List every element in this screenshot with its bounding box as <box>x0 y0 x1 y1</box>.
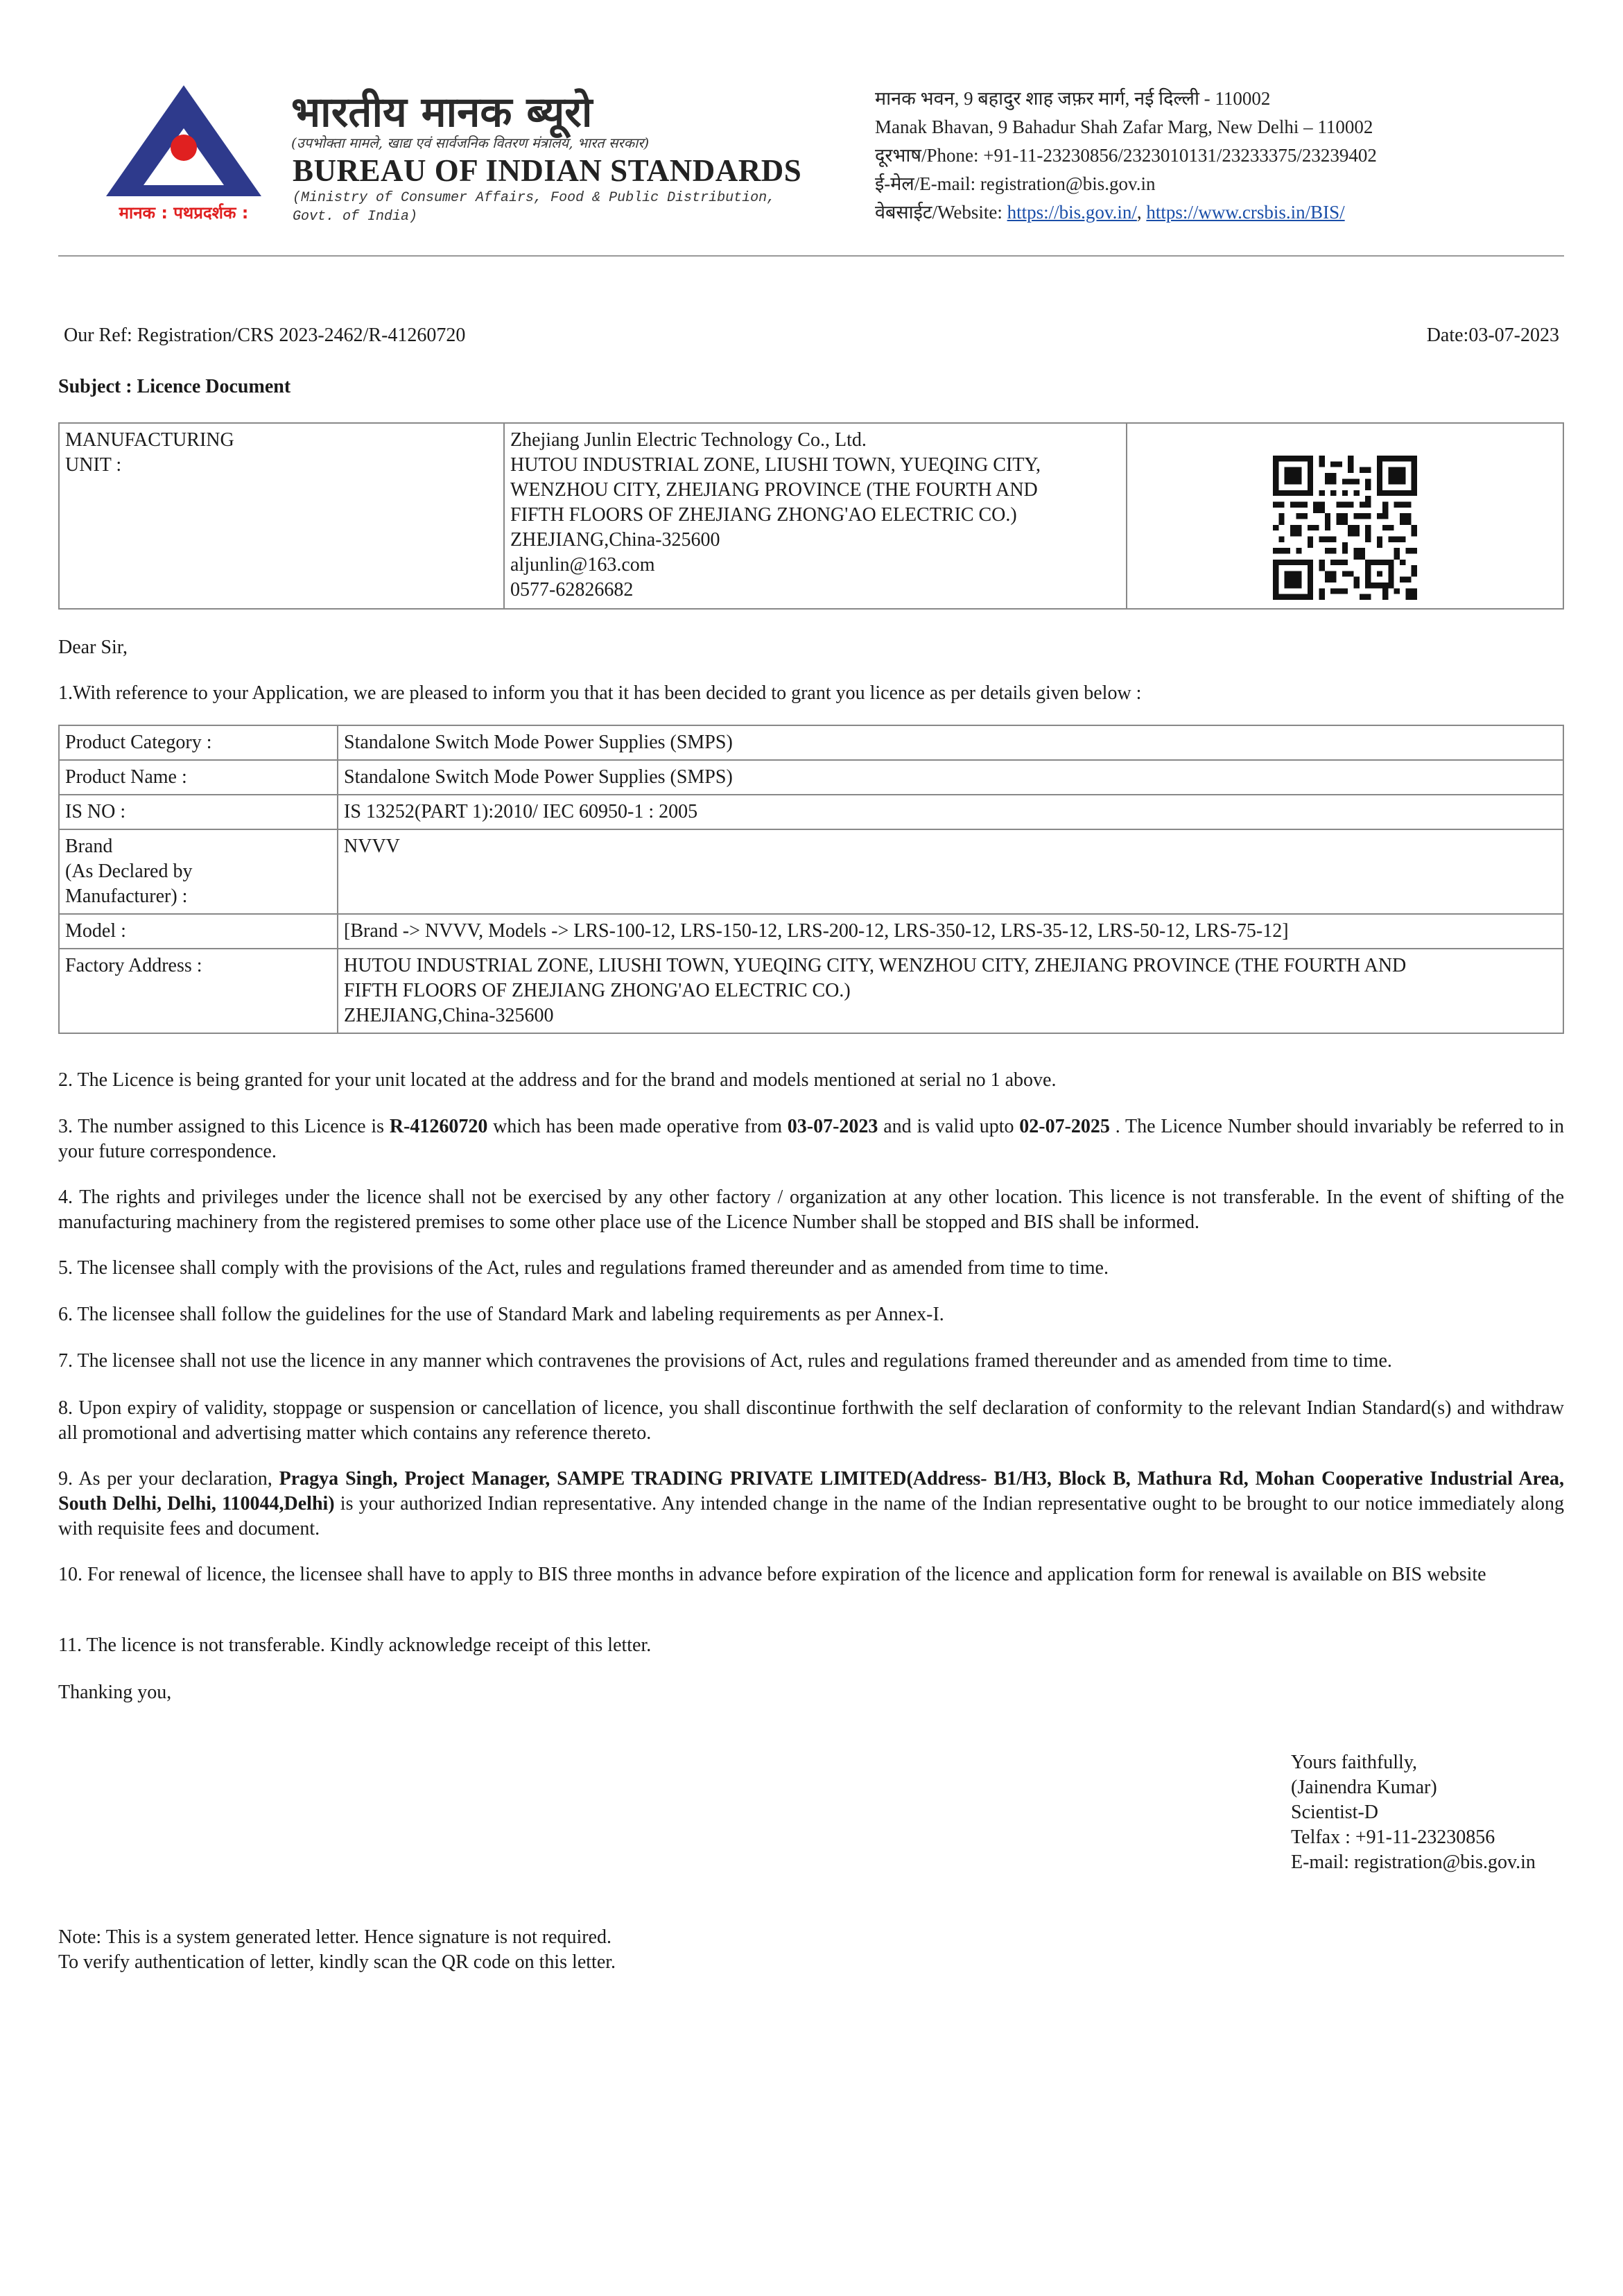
table-row <box>59 829 1563 914</box>
factory-address-line: HUTOU INDUSTRIAL ZONE, LIUSHI TOWN, YUEQING CITY, WENZHOU CITY, ZHEJIANG PROVINCE (THE FOURTH AND <box>344 955 1407 976</box>
factory-address-label: Factory Address : <box>59 949 338 1033</box>
greeting: Dear Sir, <box>58 637 128 658</box>
paragraph-2: 2. The Licence is being granted for your unit located at the address and for the brand and models mentioned at serial no 1 above. <box>58 1069 1057 1091</box>
logo-motto: मानक : पथप्रदर्शक : <box>119 203 249 223</box>
brand-label-line-3: Manufacturer) : <box>65 886 188 907</box>
valid-from-date: 03-07-2023 <box>787 1116 878 1137</box>
para3-text: . The Licence Number should invariably be referred to in your future correspondence. <box>58 1116 1564 1162</box>
para3-text: which has been made operative from <box>487 1116 788 1137</box>
address-hindi: मानक भवन, 9 बहादुर शाह जफ़र मार्ग, नई दिल्ली - 110002 <box>875 88 1271 109</box>
unit-label-line-2: UNIT : <box>65 454 122 476</box>
thanking-line: Thanking you, <box>58 1682 172 1703</box>
table-row <box>59 949 1563 1033</box>
bis-website-link[interactable]: https://bis.gov.in/ <box>1007 202 1137 223</box>
model-value: [Brand -> NVVV, Models -> LRS-100-12, LRS-150-12, LRS-200-12, LRS-350-12, LRS-35-12, LRS-50-12, LRS-75-12] <box>338 914 1563 949</box>
product-name-value: Standalone Switch Mode Power Supplies (SMPS) <box>338 760 1563 795</box>
para3-text: 3. The number assigned to this Licence is <box>58 1116 390 1137</box>
our-reference: Our Ref: Registration/CRS 2023-2462/R-41260720 <box>64 325 466 346</box>
manufacturing-unit-table <box>58 422 1564 610</box>
factory-address-line: FIFTH FLOORS OF ZHEJIANG ZHONG'AO ELECTRIC CO.) <box>344 980 851 1001</box>
unit-company-name: Zhejiang Junlin Electric Technology Co., Ltd. <box>510 429 867 451</box>
hindi-subtitle: (उपभोक्ता मामले, खाद्य एवं सार्वजनिक वितरण मंत्रालय, भारत सरकार) <box>291 135 650 151</box>
signatory-designation: Scientist-D <box>1291 1802 1378 1823</box>
unit-label-cell <box>59 423 504 609</box>
ministry-subtitle <box>293 189 847 226</box>
model-label: Model : <box>59 914 338 949</box>
paragraph-4: 4. The rights and privileges under the licence shall not be exercised by any other factory / organization at any other location. This licence is not transferable. In the event of shifting of the manufacturing machinery from the registered premises to some other place use of the Licence Number shall be stopped and BIS shall be informed. <box>58 1186 1564 1233</box>
table-row <box>59 725 1563 760</box>
paragraph-3 <box>58 1114 1564 1164</box>
factory-address-line: ZHEJIANG,China-325600 <box>344 1005 554 1026</box>
indian-representative: Pragya Singh, Project Manager, SAMPE TRADING PRIVATE LIMITED(Address- B1/H3, Block B, Mathura Rd, Mohan Cooperative Industrial Area, South Delhi, Delhi, 110044,Delhi) <box>58 1468 1564 1514</box>
ministry-line-2: Govt. of India) <box>293 209 418 225</box>
brand-value: NVVV <box>338 829 1563 914</box>
website-label: वेबसाईट/Website: <box>875 202 1007 223</box>
unit-address-line: FIFTH FLOORS OF ZHEJIANG ZHONG'AO ELECTRIC CO.) <box>510 504 1017 526</box>
licence-number: R-41260720 <box>389 1116 488 1137</box>
header-divider <box>58 255 1564 257</box>
note-line-2: To verify authentication of letter, kindly scan the QR code on this letter. <box>58 1951 616 1973</box>
paragraph-11: 11. The licence is not transferable. Kindly acknowledge receipt of this letter. <box>58 1634 652 1656</box>
website-line <box>875 198 1377 227</box>
ministry-line-1: (Ministry of Consumer Affairs, Food & Public Distribution, <box>293 190 776 206</box>
unit-email: aljunlin@163.com <box>510 554 655 576</box>
address-english: Manak Bhavan, 9 Bahadur Shah Zafar Marg, New Delhi – 110002 <box>875 116 1373 137</box>
is-no-value: IS 13252(PART 1):2010/ IEC 60950-1 : 2005 <box>338 795 1563 829</box>
product-category-value: Standalone Switch Mode Power Supplies (SMPS) <box>338 725 1563 760</box>
table-row <box>59 914 1563 949</box>
unit-address-line: WENZHOU CITY, ZHEJIANG PROVINCE (THE FOURTH AND <box>510 479 1038 501</box>
brand-label <box>59 829 338 914</box>
crsbis-website-link[interactable]: https://www.crsbis.in/BIS/ <box>1146 202 1345 223</box>
website-separator: , <box>1136 202 1147 223</box>
signatory-email: E-mail: registration@bis.gov.in <box>1291 1852 1536 1873</box>
paragraph-8: 8. Upon expiry of validity, stoppage or suspension or cancellation of licence, you shall discontinue forthwith the self declaration of conformity to the relevant Indian Standard(s) and withdraw all promotional and advertising matter which contains any reference thereto. <box>58 1397 1564 1444</box>
unit-address-line: HUTOU INDUSTRIAL ZONE, LIUSHI TOWN, YUEQING CITY, <box>510 454 1041 476</box>
unit-label-line-1: MANUFACTURING <box>65 429 234 451</box>
valid-upto-date: 02-07-2025 <box>1019 1116 1110 1137</box>
header-address-block <box>875 85 1377 227</box>
product-name-label: Product Name : <box>59 760 338 795</box>
is-no-label: IS NO : <box>59 795 338 829</box>
phone-line: दूरभाष/Phone: +91-11-23230856/2323010131/23233375/23239402 <box>875 145 1377 166</box>
paragraph-5: 5. The licensee shall comply with the provisions of the Act, rules and regulations framed thereunder and as amended from time to time. <box>58 1257 1109 1279</box>
product-details-table <box>58 725 1564 1034</box>
product-category-label: Product Category : <box>59 725 338 760</box>
paragraph-7: 7. The licensee shall not use the licence in any manner which contravenes the provisions of Act, rules and regulations framed thereunder and as amended from time to time. <box>58 1350 1392 1372</box>
paragraph-9 <box>58 1467 1564 1542</box>
table-row <box>59 795 1563 829</box>
para9-text: 9. As per your declaration, <box>58 1468 279 1490</box>
subject-label: Subject : <box>58 376 137 397</box>
unit-phone: 0577-62826682 <box>510 579 634 601</box>
note-line-1: Note: This is a system generated letter. Hence signature is not required. <box>58 1926 612 1948</box>
subject-line <box>58 376 290 398</box>
letter-date: Date:03-07-2023 <box>1426 325 1559 346</box>
signature-block <box>1291 1750 1536 1875</box>
paragraph-6: 6. The licensee shall follow the guidelines for the use of Standard Mark and labeling requirements as per Annex-I. <box>58 1304 944 1325</box>
unit-address-line: ZHEJIANG,China-325600 <box>510 529 720 551</box>
email-line: ई-मेल/E-mail: registration@bis.gov.in <box>875 173 1156 194</box>
system-note <box>58 1925 616 1975</box>
qr-code-cell <box>1127 423 1563 609</box>
bis-logo <box>101 80 267 232</box>
qr-code[interactable] <box>1273 456 1417 600</box>
para3-text: and is valid upto <box>878 1116 1020 1137</box>
hindi-title: भारतीय मानक ब्यूरो <box>291 88 593 137</box>
unit-address-cell <box>504 423 1127 609</box>
factory-address-value <box>338 949 1563 1033</box>
bureau-title: BUREAU OF INDIAN STANDARDS <box>293 153 802 188</box>
subject-value: Licence Document <box>137 376 291 397</box>
signatory-telfax: Telfax : +91-11-23230856 <box>1291 1827 1495 1848</box>
table-row <box>59 760 1563 795</box>
logo-red-dot <box>171 135 197 161</box>
paragraph-10: 10. For renewal of licence, the licensee shall have to apply to BIS three months in advance before expiration of the licence and application form for renewal is available on BIS website <box>58 1564 1486 1585</box>
brand-label-line-1: Brand <box>65 836 113 857</box>
paragraph-1: 1.With reference to your Application, we are pleased to inform you that it has been decided to grant you licence as per details given below : <box>58 682 1142 704</box>
brand-label-line-2: (As Declared by <box>65 861 193 882</box>
signatory-name: (Jainendra Kumar) <box>1291 1777 1437 1798</box>
para9-text: is your authorized Indian representative. Any intended change in the name of the Indian representative ought to be brought to our notice immediately along with requisite fees and document. <box>58 1493 1564 1539</box>
signature-closing: Yours faithfully, <box>1291 1752 1418 1773</box>
